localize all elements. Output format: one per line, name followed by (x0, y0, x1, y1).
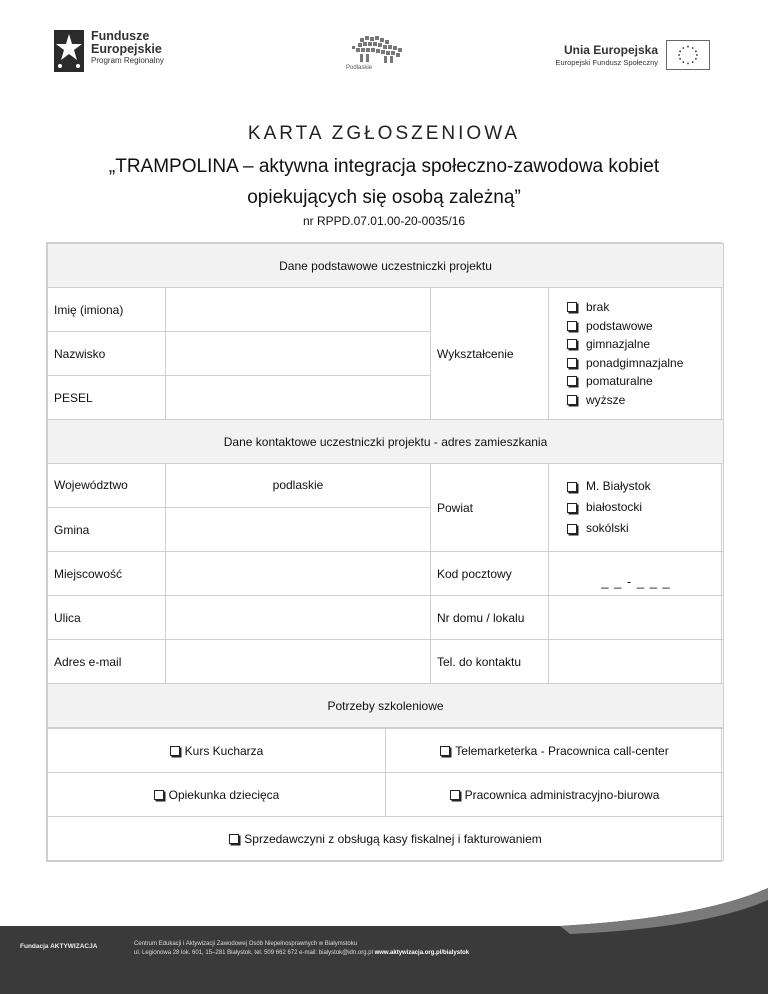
email-label: Adres e-mail (48, 640, 166, 684)
footer-address: ul. Legionowa 28 lok. 601, 15–281 Białystok, tel. 509 662 672 e-mail: bialystok@idn.org.pl (134, 950, 373, 956)
section-training-heading: Potrzeby szkoleniowe (48, 684, 724, 728)
checkbox-icon[interactable] (170, 746, 180, 756)
training-option[interactable]: Kurs Kucharza (48, 729, 386, 773)
powiat-option[interactable]: M. Białystok (567, 476, 717, 497)
powiat-option[interactable]: białostocki (567, 497, 717, 518)
miejscowosc-label: Miejscowość (48, 552, 166, 596)
footer-center-line1: Centrum Edukacji i Aktywizacji Zawodowej Osób Niepełnosprawnych w Białymstoku (134, 941, 358, 947)
imie-input[interactable] (166, 288, 431, 332)
checkbox-icon[interactable] (567, 358, 577, 368)
wyksztalcenie-option[interactable]: brak (567, 298, 717, 317)
fe-line3: Program Regionalny (91, 56, 164, 65)
nr-domu-label: Nr domu / lokalu (431, 596, 549, 640)
nazwisko-label: Nazwisko (48, 332, 166, 376)
pesel-input[interactable] (166, 376, 431, 420)
email-input[interactable] (166, 640, 431, 684)
training-option[interactable]: Telemarketerka - Pracownica call-center (386, 729, 724, 773)
checkbox-icon[interactable] (567, 524, 577, 534)
fe-star-icon (54, 30, 84, 72)
eu-line2: Europejski Fundusz Społeczny (555, 58, 658, 67)
checkbox-icon[interactable] (567, 339, 577, 349)
checkbox-icon[interactable] (567, 376, 577, 386)
fe-line2: Europejskie (91, 41, 162, 56)
podlaskie-logo (346, 34, 408, 76)
project-title: „TRAMPOLINA – aktywna integracja społeczno-zawodowa kobiet opiekujących się osobą zależną” (108, 156, 660, 208)
training-option[interactable]: Sprzedawczyni z obsługą kasy fiskalnej i fakturowaniem (48, 817, 724, 861)
nr-domu-input[interactable] (549, 596, 724, 640)
form-title: KARTA ZGŁOSZENIOWA (247, 123, 521, 144)
wyksztalcenie-options (549, 288, 724, 420)
footer-center-line2 (134, 950, 469, 956)
eu-logo (555, 40, 710, 70)
checkbox-icon[interactable] (450, 790, 460, 800)
wyksztalcenie-option[interactable]: gimnazjalne (567, 335, 717, 354)
training-option[interactable]: Pracownica administracyjno-biurowa (386, 773, 724, 817)
checkbox-icon[interactable] (567, 395, 577, 405)
training-option[interactable]: Opiekunka dziecięca (48, 773, 386, 817)
kod-label: Kod pocztowy (431, 552, 549, 596)
checkbox-icon[interactable] (567, 482, 577, 492)
imie-label: Imię (imiona) (48, 288, 166, 332)
ulica-input[interactable] (166, 596, 431, 640)
wyksztalcenie-option[interactable]: ponadgimnazjalne (567, 354, 717, 373)
eu-line1: Unia Europejska (563, 43, 658, 57)
ulica-label: Ulica (48, 596, 166, 640)
checkbox-icon[interactable] (567, 503, 577, 513)
checkbox-icon[interactable] (567, 302, 577, 312)
footer-org: Fundacja AKTYWIZACJA (20, 943, 98, 950)
bison-icon (346, 34, 408, 68)
powiat-options (549, 464, 724, 552)
footer-www-link[interactable]: www.aktywizacja.org.pl/bialystok (374, 950, 470, 956)
registration-form (46, 242, 722, 862)
gmina-input[interactable] (166, 508, 431, 552)
nazwisko-input[interactable] (166, 332, 431, 376)
section-contact-heading: Dane kontaktowe uczestniczki projektu - adres zamieszkania (48, 420, 724, 464)
wyksztalcenie-label: Wykształcenie (431, 288, 549, 420)
checkbox-icon[interactable] (567, 321, 577, 331)
footer-wave-shape (0, 888, 768, 994)
gmina-label: Gmina (48, 508, 166, 552)
tel-label: Tel. do kontaktu (431, 640, 549, 684)
wyksztalcenie-option[interactable]: podstawowe (567, 317, 717, 336)
podlaskie-label: Podlaskie (346, 65, 373, 71)
wyksztalcenie-option[interactable]: pomaturalne (567, 372, 717, 391)
pesel-label: PESEL (48, 376, 166, 420)
section-basic-heading: Dane podstawowe uczestniczki projektu (48, 244, 724, 288)
checkbox-icon[interactable] (154, 790, 164, 800)
checkbox-icon[interactable] (440, 746, 450, 756)
wyksztalcenie-option[interactable]: wyższe (567, 391, 717, 410)
miejscowosc-input[interactable] (166, 552, 431, 596)
fundusze-europejskie-logo (54, 30, 164, 72)
wojewodztwo-value[interactable]: podlaskie (166, 464, 431, 508)
wojewodztwo-label: Województwo (48, 464, 166, 508)
project-number: nr RPPD.07.01.00-20-0035/16 (302, 214, 466, 228)
tel-input[interactable] (549, 640, 724, 684)
footer (0, 888, 768, 994)
fe-line1: Fundusze (91, 29, 150, 43)
eu-flag-icon (666, 40, 710, 70)
kod-input[interactable]: _ _ - _ _ _ (549, 552, 724, 596)
powiat-option[interactable]: sokólski (567, 518, 717, 539)
checkbox-icon[interactable] (229, 834, 239, 844)
powiat-label: Powiat (431, 464, 549, 552)
